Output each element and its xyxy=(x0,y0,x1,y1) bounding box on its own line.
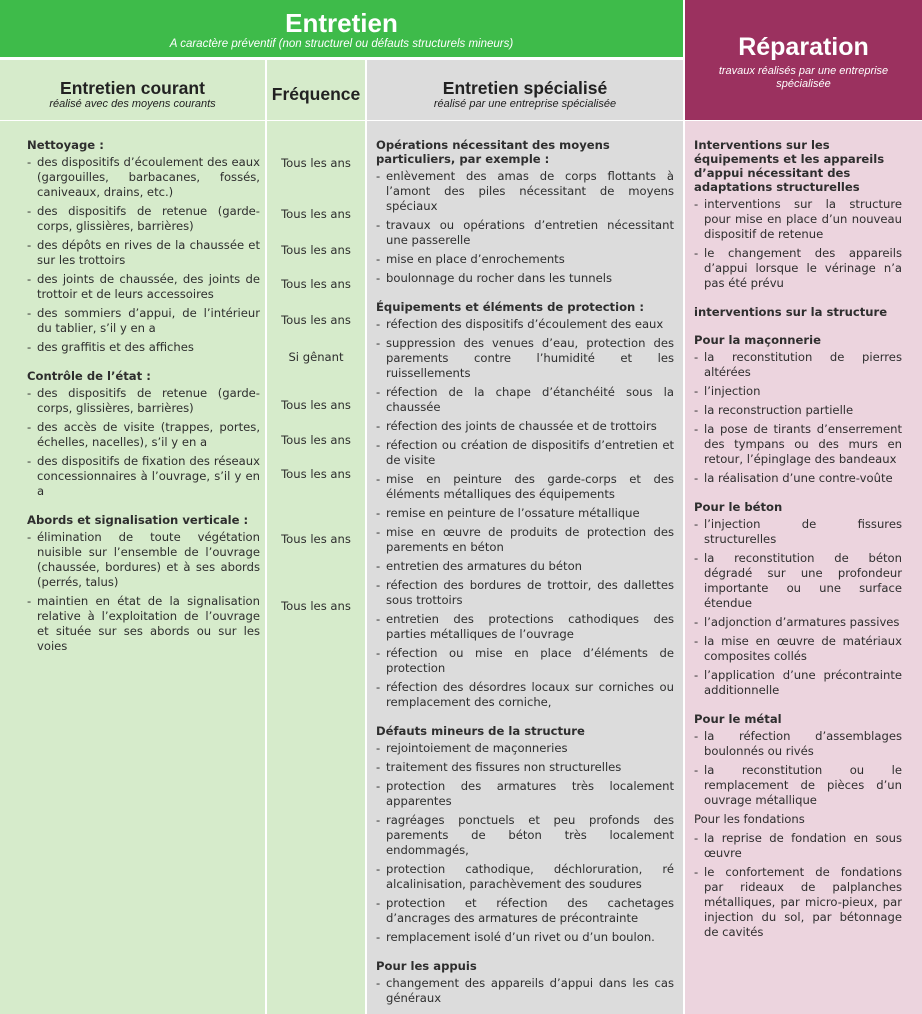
list-item: - la réfection d’assemblages boulonnés ou rivés xyxy=(694,729,902,759)
list-item: - la réalisation d’une contre-voûte xyxy=(694,471,902,486)
list-item: - le changement des appareils d’appui lorsque le vérinage n’a pas été prévu xyxy=(694,246,902,291)
list-item: - l’injection de fissures structurelles xyxy=(694,517,902,547)
list-item: - interventions sur la structure pour mise en place d’un nouveau dispositif de retenue xyxy=(694,197,902,242)
list-item: - réfection ou création de dispositifs d’entretien et de visite xyxy=(376,438,674,468)
frequence-value: Tous les ans xyxy=(281,156,351,170)
list-item: - des dépôts en rives de la chaussée et sur les trottoirs xyxy=(27,238,260,268)
list-item: - des dispositifs d’écoulement des eaux (gargouilles, barbacanes, fossés, caniveaux, drains, etc.) xyxy=(27,155,260,200)
list-item: - réfection des joints de chaussée et de trottoirs xyxy=(376,419,674,434)
frequence-value: Tous les ans xyxy=(281,433,351,447)
list-item: - remplacement isolé d’un rivet ou d’un boulon. xyxy=(376,930,674,945)
frequence-value: Si gênant xyxy=(288,350,344,364)
list-item: - maintien en état de la signalisation relative à l’exploitation de l’ouvrage et située sur ses abords ou sur les voies xyxy=(27,594,260,654)
header-specialise-title: Entretien spécialisé xyxy=(442,78,608,98)
section-title-appuis: Pour les appuis xyxy=(376,959,477,973)
reparation-title: Réparation xyxy=(738,33,869,61)
header-courant-subtitle: réalisé avec des moyens courants xyxy=(49,98,216,110)
reparation-banner xyxy=(685,0,922,120)
header-frequence xyxy=(267,60,365,120)
section-title-equipements: Équipements et éléments de protection : xyxy=(376,300,644,314)
list-item: - protection des armatures très localement apparentes xyxy=(376,779,674,809)
frequence-value: Tous les ans xyxy=(281,313,351,327)
section-title-metal: Pour le métal xyxy=(694,712,782,726)
frequence-value: Tous les ans xyxy=(281,207,351,221)
list-item: - suppression des venues d’eau, protection des parements contre l’humidité et les ruissellements xyxy=(376,336,674,381)
list-item: - la pose de tirants d’enserrement des tympans ou des murs en retour, l’épinglage des bandeaux xyxy=(694,422,902,467)
column-entretien-specialise xyxy=(376,138,674,1014)
section-title-maconnerie: Pour la maçonnerie xyxy=(694,333,821,347)
list-item: - protection et réfection des cachetages d’ancrages des armatures de précontrainte xyxy=(376,896,674,926)
header-entretien-courant xyxy=(0,60,265,120)
frequence-value: Tous les ans xyxy=(281,398,351,412)
section-title-operations: Opérations nécessitant des moyens particuliers, par exemple : xyxy=(376,138,610,166)
list-item: - des dispositifs de retenue (garde-corps, glissières, barrières) xyxy=(27,204,260,234)
frequence-value: Tous les ans xyxy=(281,467,351,481)
entretien-subtitle: A caractère préventif (non structurel ou défauts structurels mineurs) xyxy=(169,38,514,50)
header-courant-title: Entretien courant xyxy=(60,78,205,98)
list-item: - la reconstitution de béton dégradé sur une profondeur importante ou une surface étendue xyxy=(694,551,902,611)
section-title-interventions-structure: interventions sur la structure xyxy=(694,305,888,319)
list-item: - la reconstitution de pierres altérées xyxy=(694,350,902,380)
section-title-defauts: Défauts mineurs de la structure xyxy=(376,724,585,738)
list-item: - entretien des armatures du béton xyxy=(376,559,674,574)
frequence-value: Tous les ans xyxy=(281,532,351,546)
list-item: - des joints de chaussée, des joints de trottoir et de leurs accessoires xyxy=(27,272,260,302)
section-title-controle: Contrôle de l’état : xyxy=(27,369,151,383)
list-item: - ragréages ponctuels et peu profonds des parements de béton très localement endommagés, xyxy=(376,813,674,858)
list-item: - le confortement de fondations par rideaux de palplanches métalliques, par micro-pieux, par injection du sol, par bétonnage de cavités xyxy=(694,865,902,940)
list-item: - réfection des bordures de trottoir, des dallettes sous trottoirs xyxy=(376,578,674,608)
list-item: - l’application d’une précontrainte additionnelle xyxy=(694,668,902,698)
entretien-title: Entretien xyxy=(285,8,398,38)
list-item: - la reconstitution ou le remplacement de pièces d’un ouvrage métallique xyxy=(694,763,902,808)
list-item: - la reconstruction partielle xyxy=(694,403,902,418)
reparation-subtitle: travaux réalisés par une entreprise spécialisée xyxy=(718,65,889,90)
header-frequence-title: Fréquence xyxy=(271,84,361,104)
list-item: - traitement des fissures non structurelles xyxy=(376,760,674,775)
section-title-fondations: Pour les fondations xyxy=(694,812,805,826)
list-item: - la reprise de fondation en sous œuvre xyxy=(694,831,902,861)
section-title-interventions-equipements: Interventions sur les équipements et les appareils d’appui nécessitant des adaptations structurelles xyxy=(694,138,885,194)
column-entretien-courant xyxy=(27,138,260,668)
header-entretien-specialise xyxy=(367,60,683,120)
frequence-value: Tous les ans xyxy=(281,277,351,291)
list-item: - élimination de toute végétation nuisible sur l’ensemble de l’ouvrage (chaussée, bordures) et à ses abords (perrés, talus) xyxy=(27,530,260,590)
list-item: - la mise en œuvre de matériaux composites collés xyxy=(694,634,902,664)
list-item: - protection cathodique, déchloruration, ré alcalinisation, parachèvement des soudures xyxy=(376,862,674,892)
list-item: - mise en place d’enrochements xyxy=(376,252,674,267)
list-item: - rejointoiement de maçonneries xyxy=(376,741,674,756)
list-item: - des dispositifs de retenue (garde-corps, glissières, barrières) xyxy=(27,386,260,416)
column-reparation xyxy=(694,138,902,954)
section-title-abords: Abords et signalisation verticale : xyxy=(27,513,249,527)
entretien-banner xyxy=(0,0,683,57)
list-item: - des sommiers d’appui, de l’intérieur du tablier, s’il y en a xyxy=(27,306,260,336)
list-item: - l’injection xyxy=(694,384,902,399)
list-item: - des graffitis et des affiches xyxy=(27,340,260,355)
list-item: - mise en peinture des garde-corps et des éléments métalliques des équipements xyxy=(376,472,674,502)
list-item: - boulonnage du rocher dans les tunnels xyxy=(376,271,674,286)
section-title-nettoyage: Nettoyage : xyxy=(27,138,104,152)
list-item: - des accès de visite (trappes, portes, échelles, nacelles), s’il y en a xyxy=(27,420,260,450)
list-item: - changement des appareils d’appui dans les cas généraux xyxy=(376,976,674,1006)
list-item: - réfection des dispositifs d’écoulement des eaux xyxy=(376,317,674,332)
frequence-value: Tous les ans xyxy=(281,243,351,257)
list-item: - travaux ou opérations d’entretien nécessitant une passerelle xyxy=(376,218,674,248)
list-item: - des dispositifs de fixation des réseaux concessionnaires à l’ouvrage, s’il y en a xyxy=(27,454,260,499)
list-item: - réfection de la chape d’étanchéité sous la chaussée xyxy=(376,385,674,415)
list-item: - mise en œuvre de produits de protection des parements en béton xyxy=(376,525,674,555)
list-item: - entretien des protections cathodiques des parties métalliques de l’ouvrage xyxy=(376,612,674,642)
list-item: - remise en peinture de l’ossature métallique xyxy=(376,506,674,521)
header-specialise-subtitle: réalisé par une entreprise spécialisée xyxy=(433,98,617,110)
frequence-value: Tous les ans xyxy=(281,599,351,613)
list-item: - l’adjonction d’armatures passives xyxy=(694,615,902,630)
list-item: - enlèvement des amas de corps flottants à l’amont des piles nécessitant de moyens spéciaux xyxy=(376,169,674,214)
section-title-beton: Pour le béton xyxy=(694,500,783,514)
list-item: - réfection ou mise en place d’éléments de protection xyxy=(376,646,674,676)
list-item: - réfection des désordres locaux sur corniches ou remplacement des corniche, xyxy=(376,680,674,710)
